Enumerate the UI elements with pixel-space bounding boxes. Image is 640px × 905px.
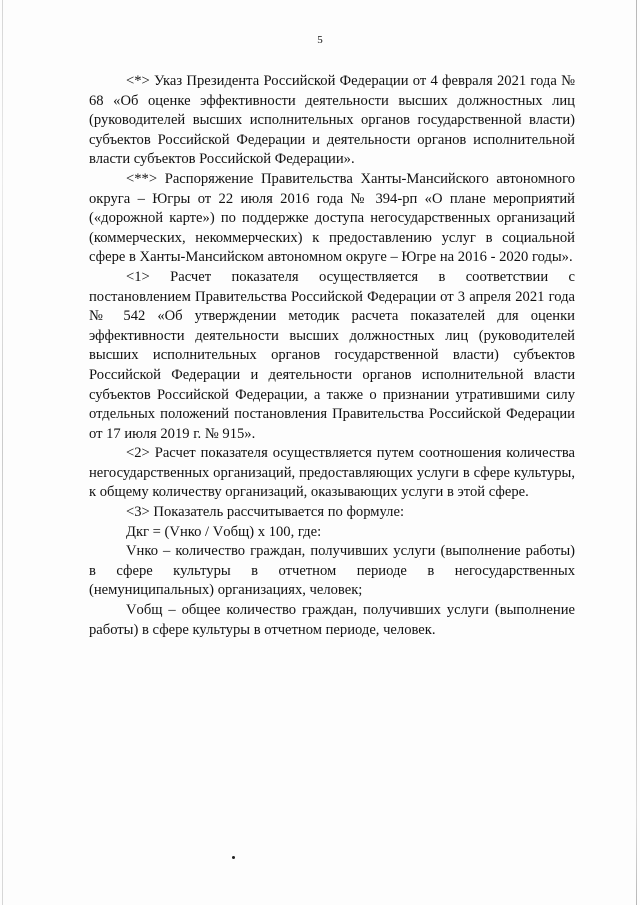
formula-definition-vnko: Vнко – количество граждан, получивших услуги (выполнение работы) в сфере культуры в отчетном периоде в негосударственных (немуниципальных) организациях, человек; [89, 543, 575, 599]
formula-definition-vobsch: Vобщ – общее количество граждан, получивших услуги (выполнение работы) в сфере культуры в отчетном периоде, человек. [89, 602, 575, 638]
scan-speck [232, 856, 235, 859]
footnote-order: <**> Распоряжение Правительства Ханты-Мансийского автономного округа – Югры от 22 июля 2016 года № 394-рп «О плане мероприятий («дорожной карте») по поддержке доступа негосударственных организаций (коммерческих, некоммерческих) к предоставлению услуг в социальной сфере в Ханты-Мансийском автономном округе – Югре на 2016 - 2020 годы». [89, 170, 575, 266]
note-1-calculation: <1> Расчет показателя осуществляется в соответствии с постановлением Правительства Российской Федерации от 3 апреля 2021 года № 542 «Об утверждении методик расчета показателей для оценки эффективности деятельности высших должностных лиц (руководителей высших исполнительных органов государственной власти) субъектов Российской Федерации и деятельности органов исполнительной власти субъектов Российской Федерации, а также о признании утратившими силу отдельных положений постановления Правительства Российской Федерации от 17 июля 2019 г. № 915». [89, 268, 575, 442]
document-body [89, 72, 575, 640]
note-3-formula-intro: <3> Показатель рассчитывается по формуле: [126, 504, 405, 521]
scan-edge-left [2, 0, 3, 905]
page-number: 5 [317, 34, 323, 46]
note-2-calculation: <2> Расчет показателя осуществляется путем соотношения количества негосударственных организаций, предоставляющих услуги в сфере культуры, к общему количеству организаций, оказывающих услуги в этой сфере. [89, 445, 575, 501]
formula: Дкг = (Vнко / Vобщ) х 100, где: [126, 523, 322, 540]
footnote-decree: <*> Указ Президента Российской Федерации от 4 февраля 2021 года № 68 «Об оценке эффективности деятельности высших должностных лиц (руководителей высших исполнительных органов государственной власти) субъектов Российской Федерации и деятельности органов исполнительной власти субъектов Российской Федерации». [89, 73, 575, 168]
scan-edge-right [636, 0, 637, 905]
